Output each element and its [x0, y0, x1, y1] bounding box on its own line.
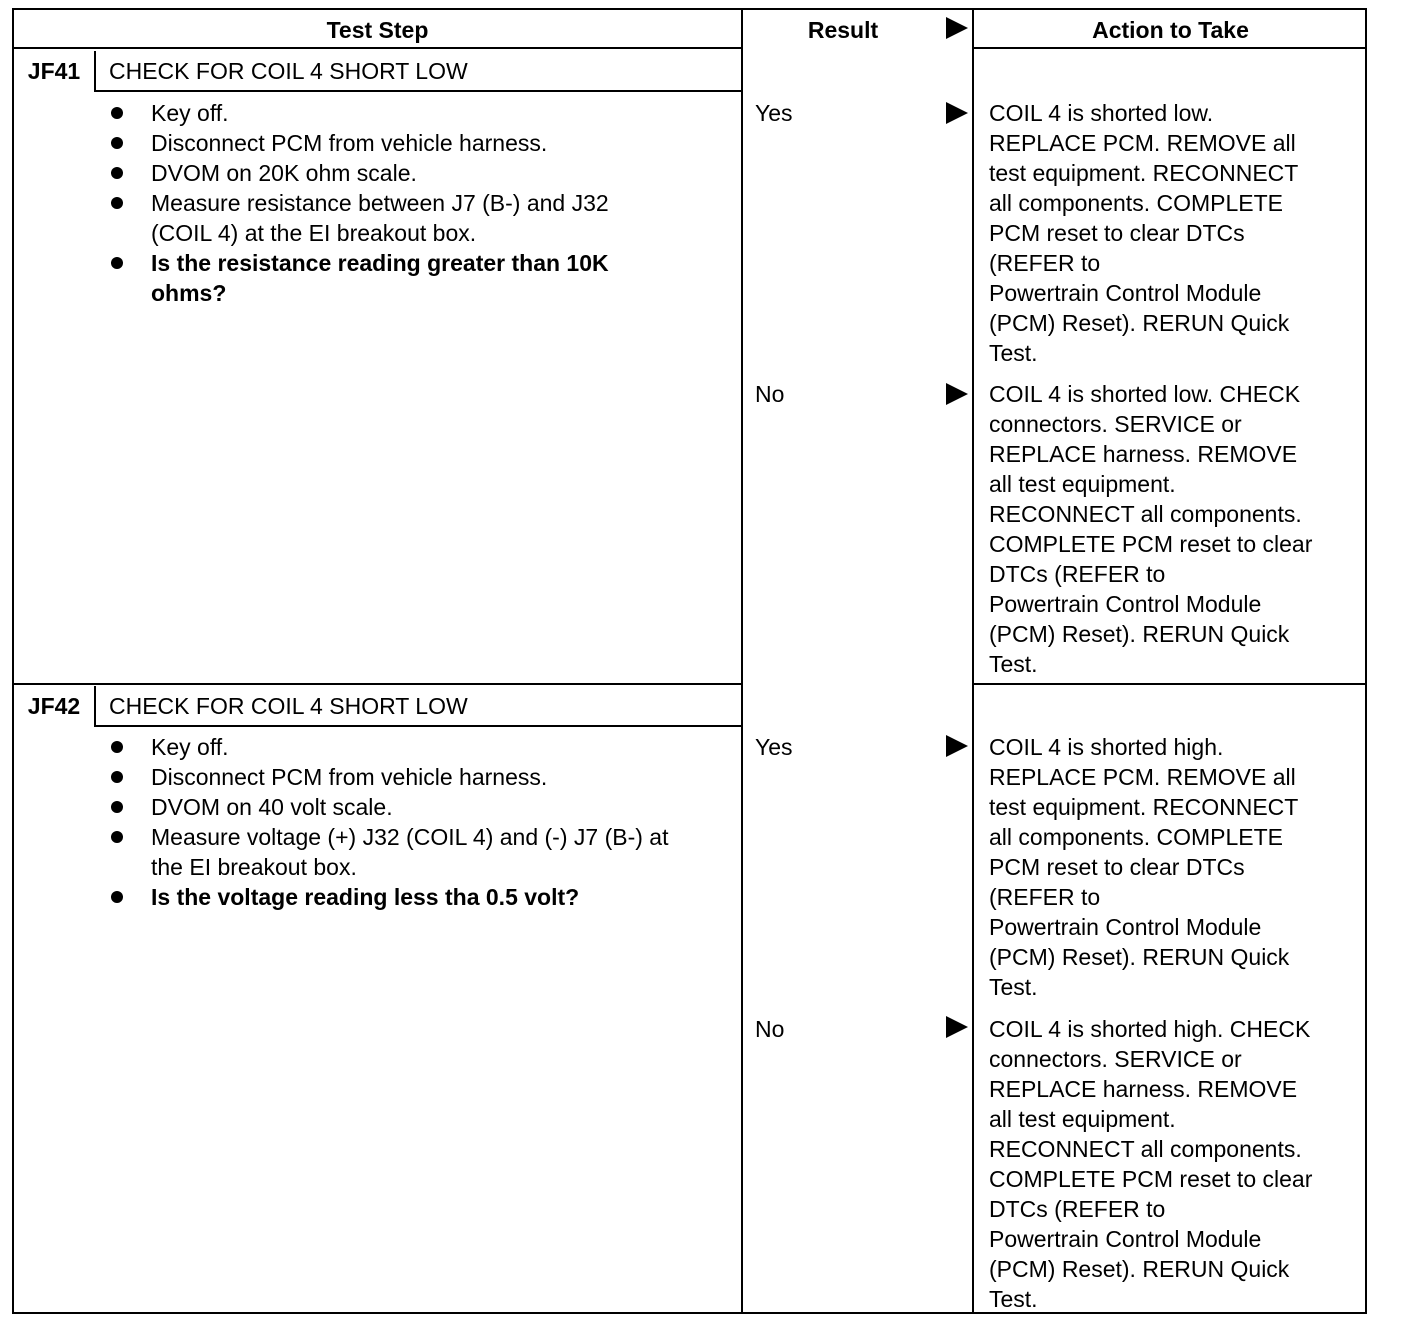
step-separator-left: [14, 683, 743, 685]
instruction-item: Key off.: [110, 732, 670, 762]
instruction-item: DVOM on 40 volt scale.: [110, 792, 670, 822]
instruction-item: Measure voltage (+) J32 (COIL 4) and (-) J7 (B-) at the EI breakout box.: [110, 822, 670, 882]
step-code: JF42: [27, 693, 81, 719]
action-no: COIL 4 is shorted high. CHECK connectors. SERVICE or REPLACE harness. REMOVE all test equipment. RECONNECT all components. COMPLETE PCM reset to clear DTCs (REFER to Powertrain Control Module (PCM) Reset). RERUN Quick Test.: [989, 1016, 1313, 1312]
header-divider-right: [972, 47, 1367, 49]
result-yes: Yes: [755, 100, 793, 126]
instruction-question: Is the voltage reading less tha 0.5 volt?: [110, 882, 670, 912]
column-divider-action: [972, 10, 974, 1312]
arrow-right-icon: [946, 102, 968, 124]
header-test-step: Test Step: [326, 17, 429, 43]
result-no: No: [755, 1016, 785, 1042]
result-no: No: [755, 381, 785, 407]
instruction-item: Measure resistance between J7 (B-) and J32 (COIL 4) at the EI breakout box.: [110, 188, 670, 248]
step-separator-right: [972, 683, 1367, 685]
header-action: Action to Take: [1092, 17, 1249, 43]
instruction-question: Is the resistance reading greater than 10K ohms?: [110, 248, 670, 308]
instruction-item: Disconnect PCM from vehicle harness.: [110, 128, 670, 158]
arrow-right-icon: [946, 735, 968, 757]
arrow-right-icon: [946, 17, 968, 39]
instruction-item: DVOM on 20K ohm scale.: [110, 158, 670, 188]
step-title-underline: [94, 725, 743, 727]
step-code: JF41: [27, 58, 81, 84]
header-divider-left: [14, 47, 743, 49]
step-instructions: [110, 732, 670, 912]
arrow-right-icon: [946, 1016, 968, 1038]
code-divider: [94, 686, 96, 726]
header-result: Result: [807, 17, 879, 43]
action-yes: COIL 4 is shorted low. REPLACE PCM. REMOVE all test equipment. RECONNECT all components. COMPLETE PCM reset to clear DTCs (REFER to Powertrain Control Module (PCM) Reset). RERUN Quick Test.: [989, 100, 1299, 366]
instruction-item: Key off.: [110, 98, 670, 128]
result-yes: Yes: [755, 734, 793, 760]
action-no: COIL 4 is shorted low. CHECK connectors. SERVICE or REPLACE harness. REMOVE all test equipment. RECONNECT all components. COMPLETE PCM reset to clear DTCs (REFER to Powertrain Control Module (PCM) Reset). RERUN Quick Test.: [989, 381, 1313, 677]
step-title: CHECK FOR COIL 4 SHORT LOW: [109, 693, 468, 719]
action-yes: COIL 4 is shorted high. REPLACE PCM. REMOVE all test equipment. RECONNECT all components. COMPLETE PCM reset to clear DTCs (REFER to Powertrain Control Module (PCM) Reset). RERUN Quick Test.: [989, 734, 1299, 1000]
arrow-right-icon: [946, 383, 968, 405]
step-title: CHECK FOR COIL 4 SHORT LOW: [109, 58, 468, 84]
step-title-underline: [94, 90, 743, 92]
code-divider: [94, 51, 96, 91]
column-divider-result: [741, 10, 743, 1312]
instruction-item: Disconnect PCM from vehicle harness.: [110, 762, 670, 792]
step-instructions: [110, 98, 670, 308]
diagnostic-table: [12, 8, 1367, 1314]
